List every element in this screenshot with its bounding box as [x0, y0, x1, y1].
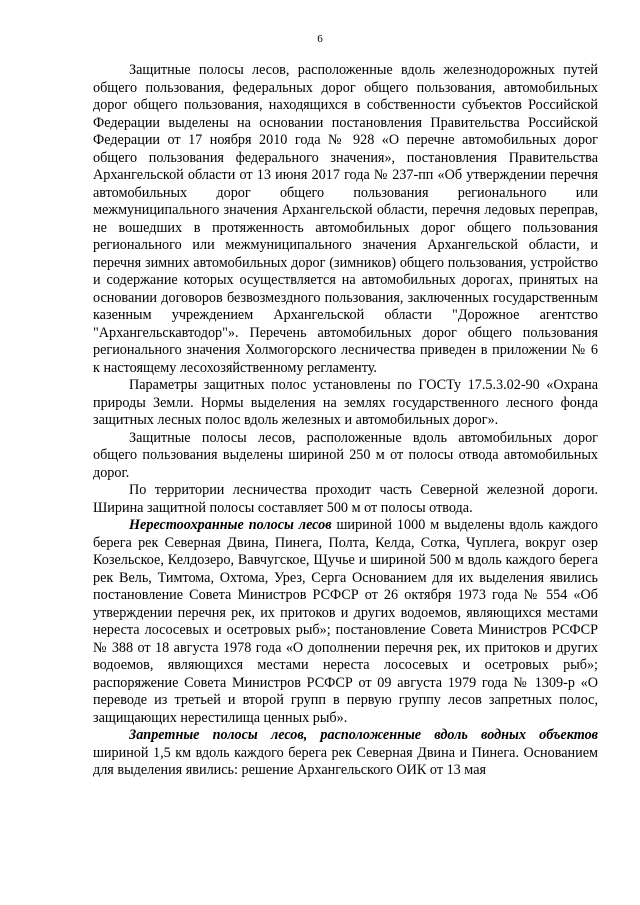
paragraph-strip-parameters — [93, 377, 598, 430]
paragraph-text: шириной 1000 м выделены вдоль каждого берега рек Северная Двина, Пинега, Полта, Келда, Сотка, Чуплега, вокруг озер Козельское, Келдозеро, Вавчугское, Щучье и шириной 500 м вдоль каждого берега рек Вель, Тимтома, Охтома, Урез, Серга Основанием для их выделения явились постановление Совета Министров РСФСР от 26 октября 1973 года № 554 «Об утверждении перечня рек, их притоков и других водоемов, являющихся местами нереста лососевых и осетровых рыб»; постановление Совета Министров РСФСР № 388 от 18 августа 1978 года «О дополнении перечня рек, их притоков и других водоемов, являющихся местами нереста лососевых и осетровых рыб»; распоряжение Совета Министров РСФСР от 09 августа 1979 года № 1309-р «О переводе из третьей и второй групп в первую группу лесов запретных полос, защищающих нерестилища ценных рыб». — [93, 517, 598, 726]
paragraph-lead-heading: Запретные полосы лесов, расположенные вдоль водных объектов — [129, 727, 598, 743]
paragraph-text: шириной 1,5 км вдоль каждого берега рек Северная Двина и Пинега. Основанием для выделения явились: решение Архангельского ОИК от 13 мая — [93, 744, 598, 778]
paragraph-text: Параметры защитных полос установлены по ГОСТу 17.5.3.02-90 «Охрана природы Земли. Нормы выделения на землях государственного лесного фонда защитных лесных полос вдоль железных и автомобильных дорог». — [93, 377, 598, 428]
paragraph-text: Защитные полосы лесов, расположенные вдоль автомобильных дорог общего пользования выделены шириной 250 м от полосы отвода автомобильных дорог. — [93, 429, 598, 481]
paragraph-spawning-protection-strips — [93, 517, 598, 727]
paragraph-road-strip-width — [93, 430, 598, 483]
paragraph-lead-heading: Нерестоохранные полосы лесов — [129, 517, 332, 533]
paragraph-railway-strip — [93, 482, 598, 517]
paragraph-road-protective-strips — [93, 62, 598, 377]
body-text — [93, 62, 598, 780]
page-number: 6 — [317, 33, 323, 45]
paragraph-text: По территории лесничества проходит часть Северной железной дороги. Ширина защитной полосы составляет 500 м от полосы отвода. — [93, 482, 598, 516]
paragraph-text: Защитные полосы лесов, расположенные вдоль железнодорожных путей общего пользования, федеральных дорог общего пользования, автомобильных дорог общего пользования, находящихся в собственности субъектов Российской Федерации выделены на основании постановления Правительства Российской Федерации от 17 ноября 2010 года № 928 «О перечне автомобильных дорог общего пользования федерального значения», постановления Правительства Архангельской области от 13 июня 2017 года № 237-пп «Об утверждении перечня автомобильных дорог общего пользования регионального или межмуниципального значения Архангельской области, перечня ледовых переправ, не вошедших в протяженность автомобильных дорог общего пользования регионального или межмуниципального значения Архангельской области, и перечня зимних автомобильных дорог (зимников) общего пользования, устройство и содержание которых осуществляется на автомобильных дорогах, принятых на основании договоров безвозмездного пользования, заключенных государственным казенным учреждением Архангельской области "Дорожное агентство "Архангельскавтодор"». Перечень автомобильных дорог общего пользования регионального значения Холмогорского лесничества приведен в приложении № 6 к настоящему лесохозяйственному регламенту. — [93, 62, 598, 376]
paragraph-restricted-strips — [93, 727, 598, 780]
